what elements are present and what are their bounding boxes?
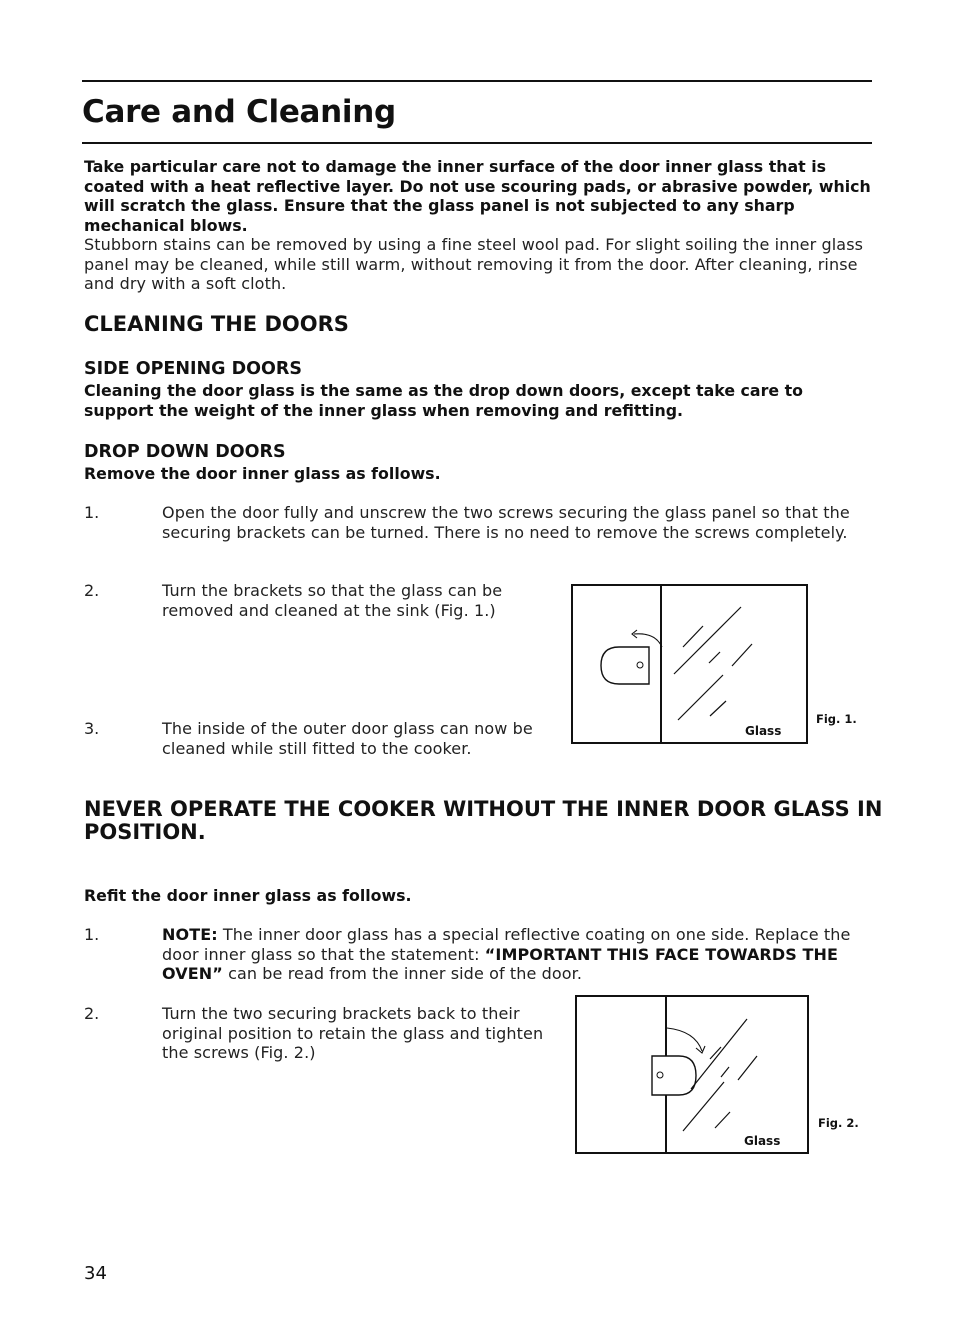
- screw-circle: [657, 1072, 663, 1078]
- step-number: 1.: [84, 925, 100, 944]
- step-number: 2.: [84, 581, 100, 600]
- page-title: Care and Cleaning: [82, 94, 396, 130]
- oven-statement: “IMPORTANT THIS FACE TOWARDS THE OVEN”: [162, 944, 839, 984]
- intro-warning: Take particular care not to damage the inner surface of the door inner glass that is coated with a heat reflective layer. Do not use scouring pads, or abrasive powder, which will scratch the glass. Ensure that the glass panel is not subjected to any sharp mechanical blows.: [84, 157, 871, 235]
- glass-label: Glass: [744, 1134, 781, 1148]
- step-number: 3.: [84, 719, 100, 738]
- rotation-arrow: [667, 1028, 702, 1051]
- step-number: 2.: [84, 1004, 100, 1023]
- drop-down-heading: DROP DOWN DOORS: [84, 442, 286, 462]
- note-text-b: can be read from the inner side of the door.: [222, 964, 583, 984]
- side-opening-heading: SIDE OPENING DOORS: [84, 359, 302, 379]
- figure-1-diagram: [571, 584, 809, 746]
- refit-intro: Refit the door inner glass as follows.: [84, 886, 412, 905]
- cleaning-doors-heading: CLEANING THE DOORS: [84, 312, 349, 336]
- glass-label: Glass: [745, 724, 782, 738]
- step-text: Turn the brackets so that the glass can be removed and cleaned at the sink (Fig. 1.): [162, 581, 503, 620]
- screw-circle: [637, 662, 643, 668]
- note-label: NOTE:: [162, 925, 218, 944]
- step-text: Open the door fully and unscrew the two screws securing the glass panel so that the securing brackets can be turned. There is no need to remove the screws completely.: [162, 503, 850, 542]
- note-text-a: The inner door glass has a special reflective coating on one side. Replace the door inner glass so that the statement:: [162, 925, 851, 964]
- drop-down-intro: Remove the door inner glass as follows.: [84, 464, 441, 483]
- page-number: 34: [84, 1263, 107, 1284]
- figure-1-caption: Fig. 1.: [816, 712, 857, 726]
- refit-step-2-text: Turn the two securing brackets back to their original position to retain the glass and tighten the screws (Fig. 2.): [162, 1004, 544, 1063]
- step-text: The inside of the outer door glass can now be cleaned while still fitted to the cooker.: [162, 719, 533, 758]
- refit-step-1-text: [162, 925, 867, 984]
- figure-2-diagram: [575, 995, 810, 1156]
- safety-warning-heading: NEVER OPERATE THE COOKER WITHOUT THE INNER DOOR GLASS IN POSITION.: [84, 797, 883, 844]
- step-number: 1.: [84, 503, 100, 522]
- title-rule: [82, 142, 872, 144]
- figure-2-caption: Fig. 2.: [818, 1116, 859, 1130]
- top-rule: [82, 80, 872, 82]
- side-opening-text: Cleaning the door glass is the same as the drop down doors, except take care to support the weight of the inner glass when removing and refitting.: [84, 381, 803, 420]
- intro-body: Stubborn stains can be removed by using a fine steel wool pad. For slight soiling the inner glass panel may be cleaned, while still warm, without removing it from the door. After cleaning, rinse and dry with a soft cloth.: [84, 235, 864, 294]
- rotation-arrow: [634, 634, 662, 647]
